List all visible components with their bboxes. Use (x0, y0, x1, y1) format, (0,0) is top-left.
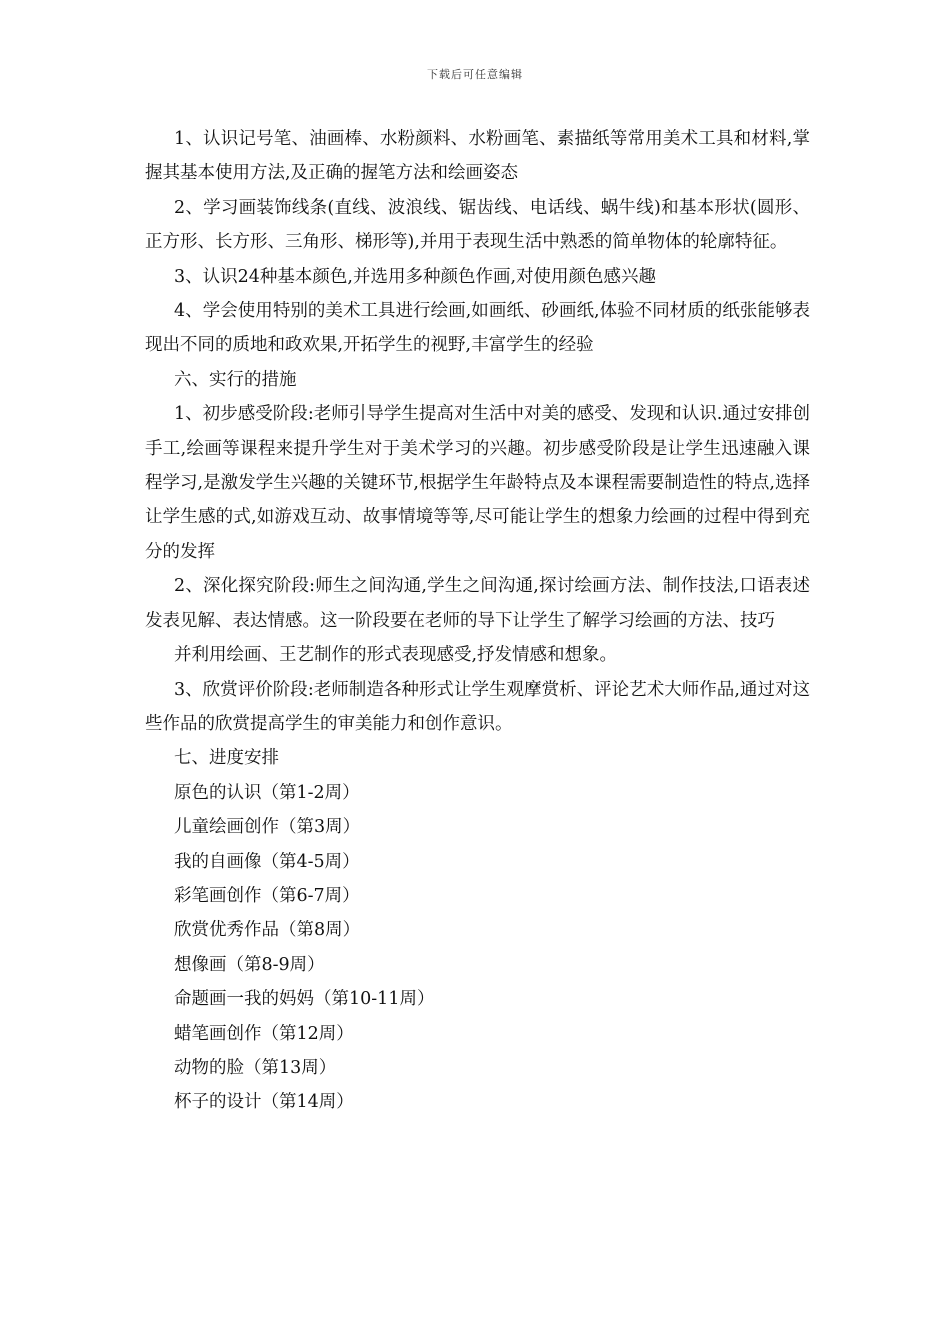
measure-stage-1: 1、初步感受阶段:老师引导学生提高对生活中对美的感受、发现和认识.通过安排创手工,绘画等课程来提升学生对于美术学习的兴趣。初步感受阶段是让学生迅速融入课程学习,是激发学生兴趣的关键环节,根据学生年龄特点及本课程需要制造性的特点,选择让学生感的式,如游戏互动、故事情境等等,尽可能让学生的想象力绘画的过程中得到充分的发挥 (145, 404, 810, 562)
schedule-item: 想像画（第8-9周） (174, 954, 325, 975)
measure-stage-2-continued: 并利用绘画、王艺制作的形式表现感受,抒发情感和想象。 (174, 645, 618, 666)
page-header-note: 下载后可任意编辑 (427, 68, 523, 81)
schedule-item: 我的自画像（第4-5周） (174, 851, 360, 872)
objective-3: 3、认识24种基本颜色,并选用多种颜色作画,对使用颜色感兴趣 (174, 266, 657, 287)
schedule-list (145, 776, 810, 1120)
schedule-item: 动物的脸（第13周） (174, 1057, 337, 1078)
schedule-item: 命题画一我的妈妈（第10-11周） (174, 989, 435, 1010)
measure-stage-2: 2、深化探究阶段:师生之间沟通,学生之间沟通,探讨绘画方法、制作技法,口语表述发表见解、表达情感。这一阶段要在老师的导下让学生了解学习绘画的方法、技巧 (145, 576, 810, 631)
schedule-item: 儿童绘画创作（第3周） (174, 817, 361, 838)
objective-1: 1、认识记号笔、油画棒、水粉颜料、水粉画笔、素描纸等常用美术工具和材料,掌握其基本使用方法,及正确的握笔方法和绘画姿态 (145, 129, 810, 184)
schedule-item: 彩笔画创作（第6-7周） (174, 885, 360, 906)
schedule-item: 原色的认识（第1-2周） (174, 782, 360, 803)
objective-2: 2、学习画装饰线条(直线、波浪线、锯齿线、电话线、蜗牛线)和基本形状(圆形、正方形、长方形、三角形、梯形等),并用于表现生活中熟悉的简单物体的轮廓特征。 (145, 197, 810, 253)
objective-4: 4、学会使用特别的美术工具进行绘画,如画纸、砂画纸,体验不同材质的纸张能够表现出不同的质地和政欢果,开拓学生的视野,丰富学生的经验 (145, 301, 810, 356)
section-heading-measures: 六、实行的措施 (174, 369, 297, 390)
schedule-item: 欣赏优秀作品（第8周） (174, 920, 361, 941)
section-heading-schedule: 七、进度安排 (174, 748, 279, 769)
schedule-item: 杯子的设计（第14周） (174, 1092, 354, 1113)
schedule-item: 蜡笔画创作（第12周） (174, 1023, 354, 1044)
document-body (145, 122, 810, 1120)
measure-stage-3: 3、欣赏评价阶段:老师制造各种形式让学生观摩赏析、评论艺术大师作品,通过对这些作品的欣赏提高学生的审美能力和创作意识。 (145, 679, 810, 734)
